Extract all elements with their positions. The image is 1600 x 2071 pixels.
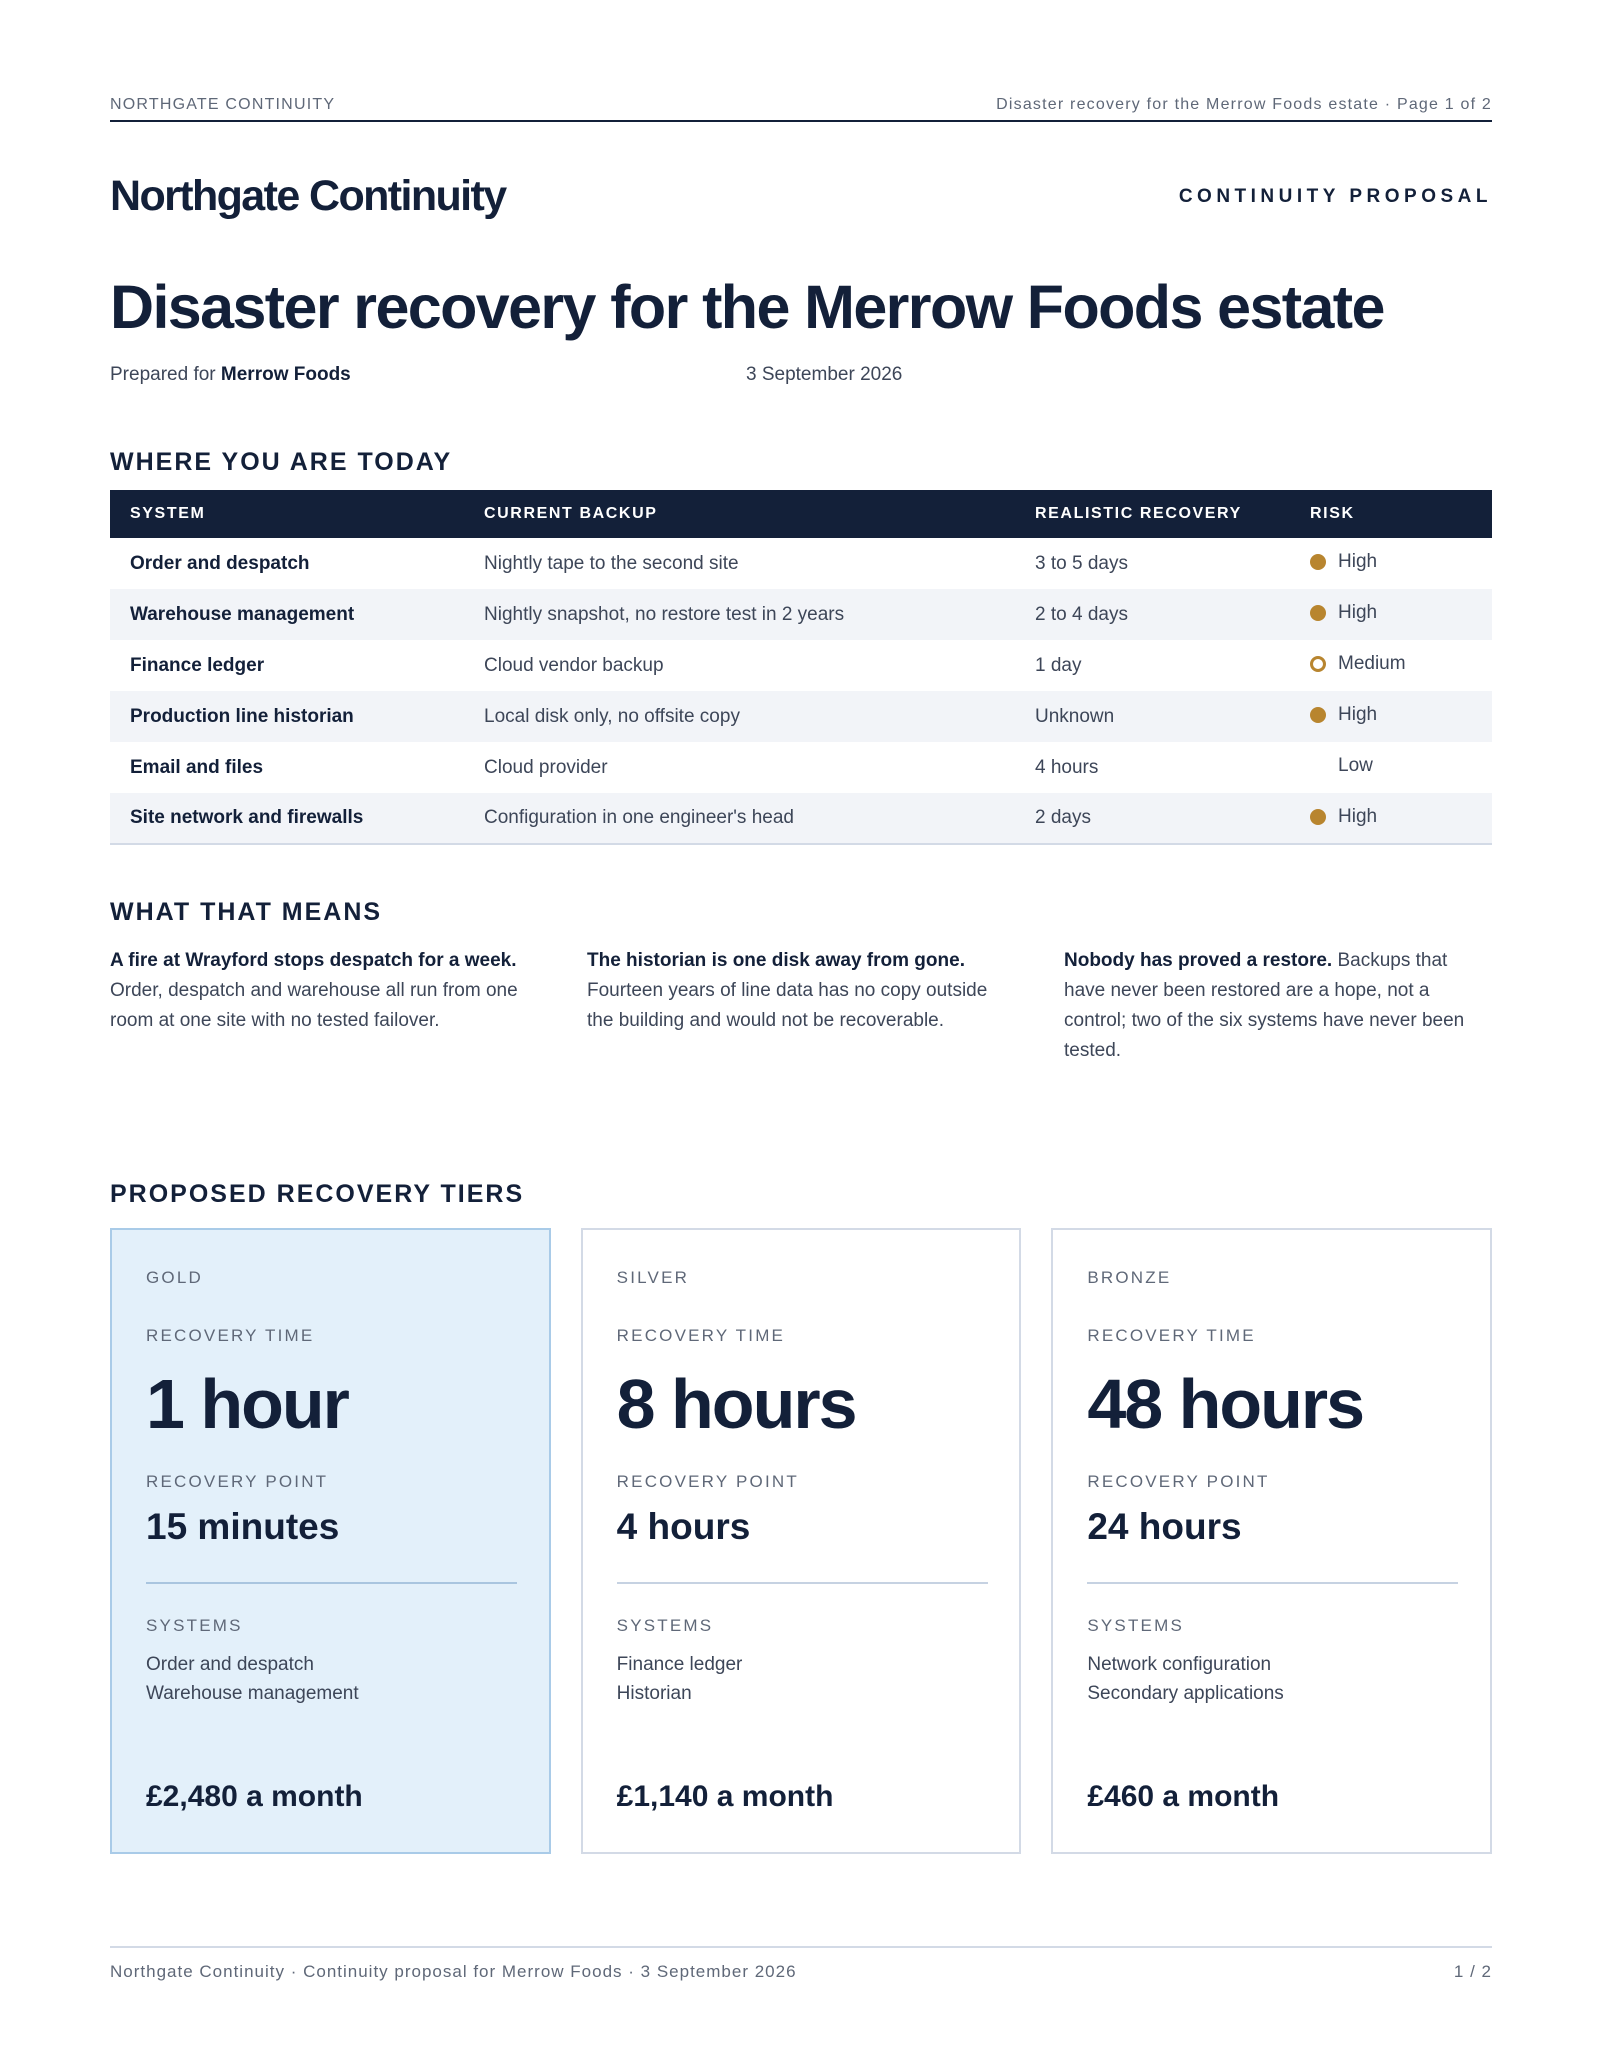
- table-row: [110, 538, 1492, 589]
- risk-dot-icon: [1310, 758, 1326, 774]
- cell-risk: [1290, 742, 1492, 793]
- running-header-left: NORTHGATE CONTINUITY: [110, 96, 336, 113]
- cell-backup: Nightly snapshot, no restore test in 2 years: [464, 589, 1015, 640]
- client-name: Merrow Foods: [220, 364, 351, 385]
- system-item: Warehouse management: [146, 1683, 359, 1704]
- risk-label: Medium: [1338, 653, 1406, 674]
- risk-label: High: [1338, 551, 1378, 572]
- cell-backup: Cloud vendor backup: [484, 654, 664, 676]
- system-item: Network configuration: [1087, 1654, 1272, 1675]
- recovery-tiers: [110, 1228, 1492, 1854]
- recovery-point-label: RECOVERY POINT: [146, 1472, 329, 1491]
- risk-dot-icon: [1310, 605, 1326, 621]
- tier-card-bronze: [1051, 1228, 1492, 1854]
- system-item: Secondary applications: [1087, 1683, 1284, 1704]
- risk-dot-icon: [1310, 656, 1326, 672]
- prepared-prefix: Prepared for: [110, 364, 216, 385]
- table-header-row: [110, 490, 1492, 538]
- implication-lead: The historian is one disk away from gone.: [587, 950, 965, 971]
- implication-body: Order, despatch and warehouse all run from one room at one site with no tested failover.: [110, 980, 518, 1031]
- tier-name: GOLD: [146, 1268, 203, 1287]
- column-header-recovery: REALISTIC RECOVERY: [1015, 490, 1290, 538]
- risk-label: High: [1338, 602, 1378, 623]
- page-number: 1 / 2: [1453, 1962, 1492, 1981]
- cell-risk: [1290, 538, 1492, 589]
- document-type: CONTINUITY PROPOSAL: [1178, 185, 1492, 207]
- column-header-risk: RISK: [1290, 490, 1492, 538]
- tier-price: £1,140 a month: [616, 1780, 834, 1813]
- table-row: [110, 742, 1492, 793]
- risk-label: Low: [1338, 755, 1373, 776]
- document-date: 3 September 2026: [746, 364, 903, 385]
- systems-label: SYSTEMS: [616, 1616, 714, 1635]
- section-heading-today: WHERE YOU ARE TODAY: [110, 448, 453, 476]
- cell-risk: [1290, 640, 1492, 691]
- recovery-time-value: 1 hour: [146, 1365, 348, 1443]
- cell-backup: Cloud provider: [484, 756, 608, 778]
- cell-system: Production line historian: [110, 691, 464, 742]
- risk-label: High: [1338, 805, 1378, 827]
- systems-table: [110, 490, 1492, 845]
- recovery-time-value: 48 hours: [1087, 1365, 1364, 1443]
- risk-indicator: [1310, 653, 1406, 675]
- recovery-point-label: RECOVERY POINT: [1087, 1472, 1270, 1491]
- tier-name: SILVER: [616, 1268, 690, 1287]
- risk-dot-icon: [1310, 809, 1326, 825]
- system-item: Order and despatch: [146, 1654, 314, 1675]
- implication-restore: [1064, 946, 1491, 1066]
- recovery-time-value: 8 hours: [616, 1365, 856, 1443]
- implication-body: Backups that have never been restored are a hope, not a control; two of the six systems have never been tested.: [1064, 950, 1465, 1061]
- divider: [1087, 1582, 1458, 1584]
- risk-label: High: [1338, 704, 1378, 725]
- system-item: Historian: [616, 1683, 692, 1704]
- tier-card-silver: [581, 1228, 1022, 1854]
- footer-left: Northgate Continuity · Continuity proposal for Merrow Foods · 3 September 2026: [110, 1962, 797, 1981]
- table-row: [110, 691, 1492, 742]
- implication-lead: Nobody has proved a restore.: [1064, 950, 1333, 971]
- recovery-point-value: 4 hours: [616, 1506, 751, 1547]
- table-row: [110, 640, 1492, 691]
- section-heading-means: WHAT THAT MEANS: [110, 898, 383, 926]
- brand-row: [110, 172, 1492, 221]
- recovery-point-label: RECOVERY POINT: [616, 1472, 799, 1491]
- recovery-time-label: RECOVERY TIME: [146, 1326, 315, 1345]
- cell-system: Warehouse management: [110, 589, 464, 640]
- divider: [146, 1582, 517, 1584]
- cell-recovery: Unknown: [1015, 691, 1290, 742]
- systems-label: SYSTEMS: [146, 1616, 243, 1635]
- recovery-time-label: RECOVERY TIME: [1087, 1326, 1256, 1345]
- systems-list: [1087, 1650, 1283, 1708]
- risk-dot-icon: [1310, 707, 1326, 723]
- cell-system: Order and despatch: [130, 552, 310, 574]
- risk-indicator: [1310, 755, 1373, 777]
- page-footer: [110, 1946, 1492, 1982]
- systems-label: SYSTEMS: [1087, 1616, 1184, 1635]
- cell-backup: Local disk only, no offsite copy: [464, 691, 1015, 742]
- column-header-system: SYSTEM: [110, 490, 464, 538]
- cell-backup: Nightly tape to the second site: [484, 552, 739, 574]
- cell-recovery: 1 day: [1035, 654, 1082, 676]
- systems-list: [146, 1650, 359, 1708]
- system-item: Finance ledger: [616, 1654, 743, 1675]
- cell-recovery: 4 hours: [1035, 756, 1099, 778]
- cell-system: Email and files: [130, 756, 264, 778]
- implications: [110, 946, 1492, 1066]
- implication-historian: [587, 946, 1014, 1066]
- prepared-for: [110, 364, 351, 386]
- risk-indicator: [1310, 806, 1377, 828]
- risk-indicator: [1310, 602, 1377, 624]
- table-row: [110, 589, 1492, 640]
- document-page: [110, 0, 1492, 2071]
- recovery-point-value: 15 minutes: [146, 1506, 340, 1547]
- recovery-time-label: RECOVERY TIME: [616, 1326, 786, 1345]
- systems-table-body: [110, 538, 1492, 844]
- cell-recovery: 2 days: [1015, 793, 1290, 844]
- systems-list: [617, 1650, 743, 1708]
- cell-risk: [1290, 589, 1492, 640]
- tier-price: £2,480 a month: [146, 1780, 363, 1813]
- running-header-right: Disaster recovery for the Merrow Foods estate · Page 1 of 2: [996, 96, 1492, 113]
- cell-system: Finance ledger: [130, 654, 265, 676]
- table-row: [110, 793, 1492, 844]
- cell-system: Site network and firewalls: [110, 793, 464, 844]
- running-header: [110, 96, 1492, 122]
- tier-card-gold: [110, 1228, 551, 1854]
- brand-logo: Northgate Continuity: [110, 172, 506, 220]
- implication-body: Fourteen years of line data has no copy outside the building and would not be recoverable.: [587, 980, 988, 1031]
- cell-risk: [1290, 793, 1492, 844]
- cell-recovery: 3 to 5 days: [1035, 552, 1128, 574]
- risk-dot-icon: [1310, 554, 1326, 570]
- page-title: Disaster recovery for the Merrow Foods estate: [110, 273, 1384, 341]
- divider: [617, 1582, 988, 1584]
- implication-lead: A fire at Wrayford stops despatch for a week.: [110, 950, 517, 971]
- risk-indicator: [1310, 704, 1377, 726]
- section-heading-tiers: PROPOSED RECOVERY TIERS: [110, 1180, 525, 1208]
- column-header-backup: CURRENT BACKUP: [464, 490, 1015, 538]
- cell-backup: Configuration in one engineer's head: [464, 793, 1015, 844]
- tier-price: £460 a month: [1087, 1780, 1280, 1813]
- recovery-point-value: 24 hours: [1087, 1506, 1242, 1547]
- implication-fire: [110, 946, 537, 1066]
- risk-indicator: [1310, 551, 1377, 573]
- cell-risk: [1290, 691, 1492, 742]
- cell-recovery: 2 to 4 days: [1015, 589, 1290, 640]
- tier-name: BRONZE: [1087, 1268, 1172, 1287]
